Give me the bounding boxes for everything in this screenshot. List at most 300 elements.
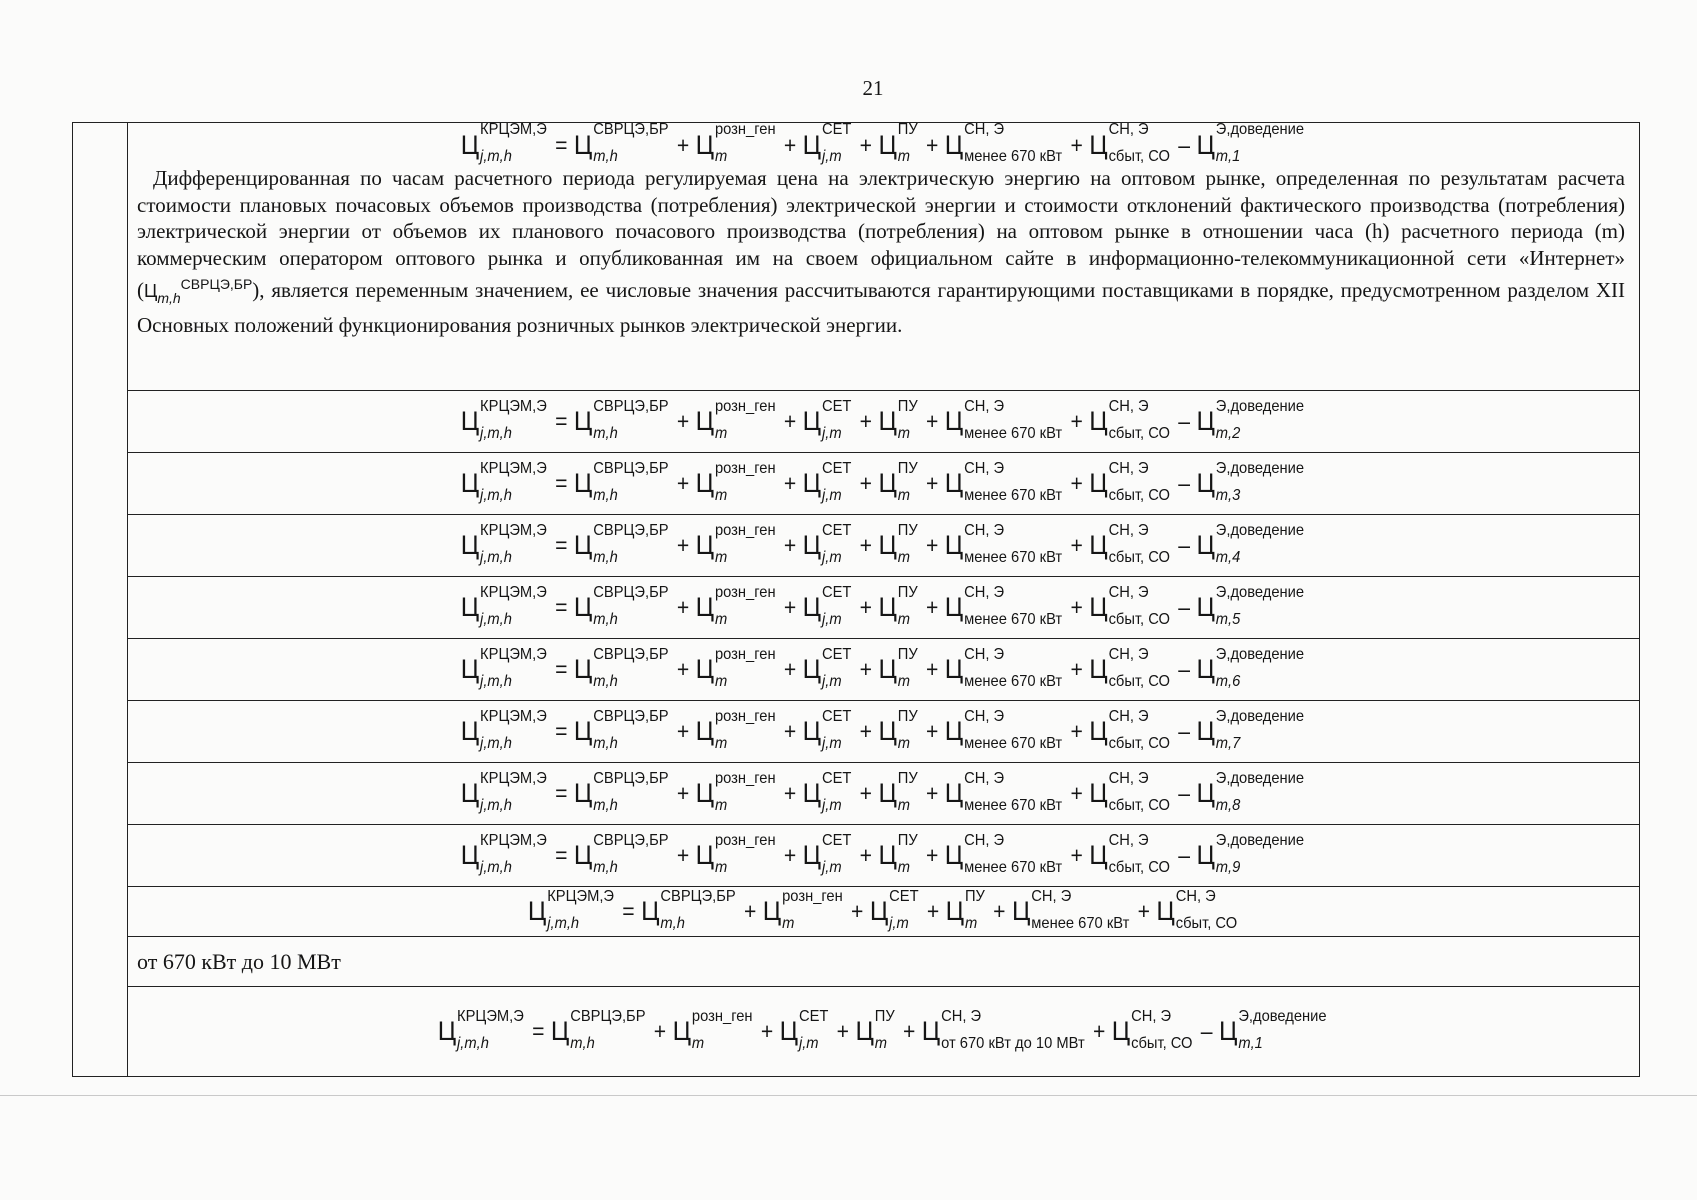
term6-sup: СН, Э [1108,831,1149,849]
term4-scripts [897,707,918,752]
term3-base: Ц [802,468,821,498]
term2-sub: m [714,148,727,165]
term2-sub: m [714,734,727,752]
term5-sub: от 670 кВт до 10 МВт [941,1034,1085,1052]
term1-sub: m,h [592,424,618,442]
section-label-row [127,937,1639,987]
term7-sub: m,6 [1215,672,1241,690]
term3-base: Ц [802,778,821,808]
term7-base: Ц [1196,592,1215,622]
term5-base: Ц [921,1016,941,1046]
term4-symbol [878,521,919,566]
term7-sub: m,1 [1238,1034,1263,1052]
plus-sign: + [925,718,939,744]
term7-scripts [1215,831,1304,876]
formula-table [72,122,1640,1077]
term6-scripts [1108,397,1170,442]
term2-symbol [672,1007,755,1052]
term3-symbol [802,831,853,876]
term7-symbol [1196,769,1305,814]
lhs-scripts [479,769,547,814]
term7-symbol [1196,707,1305,752]
lhs-sup: КРЦЭМ,Э [479,831,547,849]
lhs-symbol [460,121,548,165]
term3-symbol [802,583,853,628]
term5-base: Ц [944,406,963,436]
term3-sub: j,m [888,914,909,932]
term2-sup: розн_ген [714,521,776,539]
term4-symbol [878,459,919,504]
term4-base: Ц [878,468,897,498]
equals-sign: = [554,408,568,434]
term5-scripts [963,121,1062,165]
term7-sup: Э,доведение [1215,121,1304,138]
term1-sub: m,h [592,148,618,165]
term5-sup: СН, Э [1030,887,1071,905]
term2-sup: розн_ген [714,831,776,849]
term1-sup: СВРЦЭ,БР [592,583,669,601]
term1-sub: m,h [659,914,685,932]
term6-scripts [1108,521,1170,566]
term4-scripts [897,769,918,814]
term5-sub: менее 670 кВт [963,672,1062,690]
term4-scripts [874,1007,895,1052]
term3-scripts [821,707,852,752]
term7-symbol [1196,645,1305,690]
term4-sup: ПУ [874,1007,895,1025]
term5-symbol [944,459,1063,504]
plus-sign: + [783,842,796,868]
term1-scripts [592,707,669,752]
plus-sign: + [676,532,689,558]
term5-sub: менее 670 кВт [963,858,1062,876]
term2-scripts [714,769,776,814]
term6-base: Ц [1088,129,1108,160]
term4-symbol [878,831,919,876]
term5-scripts [963,583,1062,628]
term5-base: Ц [944,654,963,684]
minus-sign: – [1200,1018,1213,1044]
lhs-base: Ц [527,896,546,926]
term4-scripts [897,397,918,442]
term7-base: Ц [1196,406,1215,436]
term5-sub: менее 670 кВт [963,148,1062,165]
term6-sup: СН, Э [1108,121,1149,138]
term3-base: Ц [802,406,821,436]
term4-sub: m [897,548,910,566]
term6-scripts [1131,1007,1193,1052]
lhs-base: Ц [460,468,479,498]
term7-base: Ц [1196,840,1215,870]
plus-sign: + [859,131,872,158]
lhs-scripts [479,521,547,566]
term1-scripts [592,459,669,504]
term1-sub: m,h [592,548,618,566]
term4-base: Ц [878,129,897,160]
term5-symbol [944,583,1063,628]
term3-base: Ц [779,1016,798,1046]
term7-sup: Э,доведение [1215,769,1304,787]
term4-symbol [878,121,919,165]
term1-sup: СВРЦЭ,БР [659,887,736,905]
term5-sup: СН, Э [963,521,1004,539]
term7-sub: m,8 [1215,796,1241,814]
term6-base: Ц [1088,716,1108,746]
term4-base: Ц [878,406,897,436]
equals-sign: = [554,842,568,868]
plus-sign: + [1070,532,1083,558]
term6-scripts [1108,583,1170,628]
term2-sup: розн_ген [691,1007,753,1025]
plus-sign: + [859,656,872,682]
term4-sub: m [897,610,910,628]
term3-symbol [802,769,853,814]
term3-sup: СЕТ [821,831,852,849]
plus-sign: + [676,470,689,496]
term7-sup: Э,доведение [1215,459,1304,477]
term1-sup: СВРЦЭ,БР [592,831,669,849]
term7-scripts [1215,121,1304,165]
term4-base: Ц [878,592,897,622]
section-label: от 670 кВт до 10 МВт [137,948,341,974]
term5-scripts [963,831,1062,876]
term5-sup: СН, Э [941,1007,982,1025]
plus-sign: + [925,594,939,620]
term4-symbol [945,887,986,932]
term2-scripts [714,645,776,690]
term5-sup: СН, Э [963,459,1004,477]
term5-scripts [963,645,1062,690]
term2-symbol [695,769,777,814]
lhs-symbol [460,831,548,876]
plus-sign: + [676,408,689,434]
term1-symbol [573,583,670,628]
term2-scripts [714,583,776,628]
minus-sign: – [1177,718,1190,744]
term7-base: Ц [1196,778,1215,808]
lhs-sup: КРЦЭМ,Э [546,887,614,905]
term1-base: Ц [573,592,592,622]
term1-base: Ц [573,716,592,746]
term2-base: Ц [695,654,714,684]
term4-scripts [897,459,918,504]
term6-symbol [1111,1007,1195,1052]
table-left-column [73,123,128,1076]
term3-sub: j,m [821,672,842,690]
term6-sub: сбыт, СО [1108,610,1170,628]
formula [460,583,1305,628]
term1-symbol [573,521,670,566]
term7-sub: m,7 [1215,734,1241,752]
term1-sub: m,h [570,1034,595,1052]
plus-sign: + [1137,898,1150,924]
term7-sub: m,3 [1215,486,1241,504]
plus-sign: + [925,842,939,868]
term1-sup: СВРЦЭ,БР [592,707,669,725]
lhs-sup: КРЦЭМ,Э [479,521,547,539]
formula-row-11 [127,987,1639,1076]
term6-scripts [1108,459,1170,504]
description-row [127,123,1639,391]
term3-scripts [821,583,852,628]
equals-sign: = [554,131,568,158]
lhs-sub: j,m,h [479,486,512,504]
term3-sub: j,m [821,858,842,876]
term7-symbol [1218,1007,1328,1052]
term2-scripts [714,459,776,504]
term2-sub: m [714,548,727,566]
plus-sign: + [925,656,939,682]
lhs-scripts [479,707,547,752]
term6-base: Ц [1155,896,1175,926]
term1-scripts [570,1007,646,1052]
term6-symbol [1088,645,1172,690]
term3-sub: j,m [821,796,842,814]
lhs-symbol [437,1007,526,1052]
lhs-sup: КРЦЭМ,Э [479,397,547,415]
term7-symbol [1196,121,1305,165]
term4-sub: m [897,672,910,690]
lhs-base: Ц [460,778,479,808]
term4-symbol [878,645,919,690]
term6-sub: сбыт, СО [1108,148,1170,165]
minus-sign: – [1177,594,1190,620]
lhs-sup: КРЦЭМ,Э [479,645,547,663]
term3-sub: j,m [798,1034,819,1052]
term1-sub: m,h [592,734,618,752]
term2-sup: розн_ген [714,397,776,415]
term6-sup: СН, Э [1131,1007,1172,1025]
term7-symbol [1196,831,1305,876]
plus-sign: + [1070,470,1083,496]
term3-sup: СЕТ [821,645,852,663]
lhs-symbol [460,707,548,752]
term3-scripts [821,459,852,504]
term5-scripts [963,521,1062,566]
formula [437,1007,1329,1052]
term1-sub: m,h [592,486,618,504]
term6-base: Ц [1088,592,1108,622]
term6-sup: СН, Э [1108,521,1149,539]
term4-scripts [897,121,918,165]
plus-sign: + [653,1018,667,1044]
term7-sup: Э,доведение [1215,707,1304,725]
term1-scripts [592,521,669,566]
term3-scripts [821,521,852,566]
term1-base: Ц [573,530,592,560]
term2-base: Ц [695,716,714,746]
term5-symbol [944,121,1063,165]
term2-symbol [762,887,844,932]
term5-symbol [944,397,1063,442]
formula-row-10 [127,887,1639,937]
lhs-scripts [479,583,547,628]
formula-row-4 [127,515,1639,577]
term1-sub: m,h [592,672,618,690]
term3-scripts [821,397,852,442]
term6-sup: СН, Э [1108,769,1149,787]
formula [460,121,1305,165]
term2-scripts [714,121,776,165]
term1-symbol [573,459,670,504]
plus-sign: + [925,131,939,158]
lhs-symbol [460,769,548,814]
term7-scripts [1215,397,1304,442]
term2-sup: розн_ген [714,459,776,477]
term5-sub: менее 670 кВт [1030,914,1129,932]
plus-sign: + [783,532,796,558]
term5-base: Ц [944,840,963,870]
term4-base: Ц [945,896,964,926]
term2-sup: розн_ген [714,583,776,601]
lhs-scripts [456,1007,524,1052]
term6-symbol [1088,769,1172,814]
term4-sup: ПУ [897,645,918,663]
term5-symbol [944,707,1063,752]
term3-scripts [821,769,852,814]
term1-symbol [550,1007,647,1052]
term2-sup: розн_ген [714,645,776,663]
formula [527,887,1238,932]
term7-sub: m,9 [1215,858,1241,876]
term3-scripts [798,1007,829,1052]
lhs-sup: КРЦЭМ,Э [479,707,547,725]
term7-base: Ц [1196,716,1215,746]
lhs-base: Ц [460,129,479,160]
plus-sign: + [859,408,872,434]
formula-row-1 [127,121,1639,165]
formula-row-8 [127,763,1639,825]
term6-base: Ц [1088,654,1108,684]
term6-scripts [1108,121,1170,165]
formula [460,645,1305,690]
term1-base: Ц [573,840,592,870]
term6-symbol [1155,887,1239,932]
term4-sub: m [897,734,910,752]
term6-sub: сбыт, СО [1108,734,1170,752]
term3-sup: СЕТ [821,583,852,601]
plus-sign: + [676,780,689,806]
term7-symbol [1196,459,1305,504]
term4-scripts [897,521,918,566]
plus-sign: + [925,780,939,806]
term5-scripts [941,1007,1085,1052]
term3-symbol [869,887,920,932]
term4-sup: ПУ [897,769,918,787]
term1-sup: СВРЦЭ,БР [592,645,669,663]
term4-symbol [878,769,919,814]
term7-sup: Э,доведение [1215,397,1304,415]
term5-sup: СН, Э [963,397,1004,415]
minus-sign: – [1177,408,1190,434]
lhs-symbol [527,887,615,932]
lhs-symbol [460,459,548,504]
lhs-sub: j,m,h [456,1034,489,1052]
term7-symbol [1196,397,1305,442]
plus-sign: + [1070,131,1083,158]
term3-base: Ц [802,716,821,746]
term2-sup: розн_ген [714,769,776,787]
term4-sup: ПУ [897,397,918,415]
formula [460,397,1305,442]
term4-scripts [897,831,918,876]
plus-sign: + [743,898,756,924]
lhs-sub: j,m,h [479,610,512,628]
term2-scripts [714,831,776,876]
plus-sign: + [992,898,1006,924]
term2-sub: m [781,914,794,932]
term1-sup: СВРЦЭ,БР [592,397,669,415]
plus-sign: + [783,470,796,496]
term6-sub: сбыт, СО [1108,796,1170,814]
term1-base: Ц [573,406,592,436]
description-symbol-base: Ц [144,281,158,302]
term5-sup: СН, Э [963,583,1004,601]
term7-base: Ц [1196,129,1215,160]
plus-sign: + [925,532,939,558]
term6-symbol [1088,707,1172,752]
term3-sup: СЕТ [798,1007,829,1025]
lhs-symbol [460,645,548,690]
term5-symbol [921,1007,1087,1052]
term7-symbol [1196,583,1305,628]
term6-symbol [1088,459,1172,504]
term7-scripts [1215,707,1304,752]
term7-sup: Э,доведение [1238,1007,1327,1025]
lhs-sub: j,m,h [479,424,512,442]
term2-symbol [695,121,777,165]
term7-scripts [1215,583,1304,628]
term7-scripts [1215,459,1304,504]
term5-base: Ц [944,468,963,498]
plus-sign: + [783,131,796,158]
table-right-column [127,123,1639,1076]
term4-sup: ПУ [897,521,918,539]
term3-symbol [802,459,853,504]
term3-scripts [888,887,919,932]
term7-sup: Э,доведение [1215,583,1304,601]
formula-row-6 [127,639,1639,701]
minus-sign: – [1177,131,1190,158]
term6-base: Ц [1088,530,1108,560]
lhs-sup: КРЦЭМ,Э [456,1007,524,1025]
term2-symbol [695,521,777,566]
term2-sup: розн_ген [714,707,776,725]
term2-sub: m [714,796,727,814]
formula [460,459,1305,504]
term5-base: Ц [944,129,963,160]
formula [460,769,1305,814]
formula [460,707,1305,752]
term7-sup: Э,доведение [1215,521,1304,539]
term2-scripts [781,887,843,932]
term6-symbol [1088,831,1172,876]
term3-symbol [802,707,853,752]
term6-sup: СН, Э [1108,397,1149,415]
term5-sub: менее 670 кВт [963,610,1062,628]
term2-base: Ц [762,896,781,926]
description-symbol-sup: СВРЦЭ,БР [180,276,253,293]
term1-symbol [573,645,670,690]
term6-scripts [1108,707,1170,752]
term7-base: Ц [1196,468,1215,498]
term4-sup: ПУ [897,831,918,849]
lhs-scripts [479,831,547,876]
term2-base: Ц [695,530,714,560]
term6-sub: сбыт, СО [1108,672,1170,690]
term5-base: Ц [944,716,963,746]
term4-symbol [878,583,919,628]
